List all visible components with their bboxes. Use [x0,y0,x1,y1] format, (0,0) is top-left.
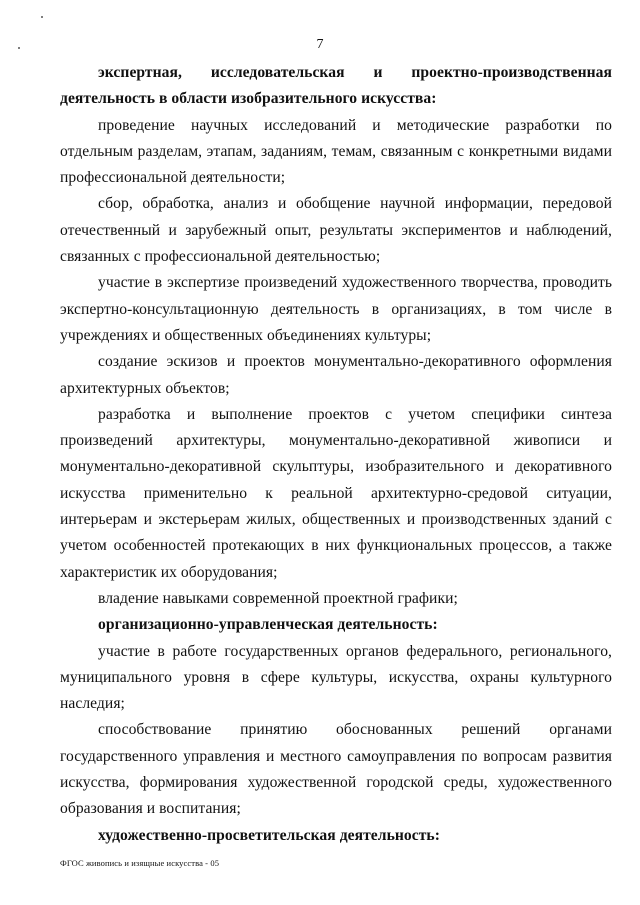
paragraph: участие в экспертизе произведений художественного творчества, проводить экспертно-консультационную деятельность в организациях, в том числе в учреждениях и общественных объединениях культуры; [60,274,612,344]
page-footer: ФГОС живопись и изящные искусства - 05 [60,858,220,868]
paragraph: разработка и выполнение проектов с учетом специфики синтеза произведений архитектуры, монументально-декоративной живописи и монументально-декоративной скульптуры, изобразительного и декоративного искусства применительно к реальной архитектурно-средовой ситуации, интерьерам и экстерьерам жилых, общественных и производственных зданий с учетом особенностей протекающих в них функциональных процессов, а также характеристик их оборудования; [60,405,612,581]
scan-speck [41,16,43,18]
paragraph: экспертная, исследовательская и проектно-производственная деятельность в области изобразительного искусства: [60,64,612,108]
paragraph: проведение научных исследований и методические разработки по отдельным разделам, этапам, заданиям, темам, связанным с конкретными видами профессиональной деятельности; [60,116,612,187]
paragraph: владение навыками современной проектной графики; [98,589,458,607]
paragraph: сбор, обработка, анализ и обобщение научной информации, передовой отечественный и зарубежный опыт, результаты экспериментов и наблюдений, связанных с профессиональной деятельностью; [60,195,612,266]
paragraph: способствование принятию обоснованных решений органами государственного управления и местного самоуправления по вопросам развития искусства, формирования художественной городской среды, художественного образования и воспитания; [60,721,612,818]
document-body [60,60,612,849]
paragraph: художественно-просветительская деятельность: [98,826,440,844]
paragraph: организационно-управленческая деятельность: [98,616,438,634]
page-number: 7 [316,37,324,52]
paragraph: создание эскизов и проектов монументально-декоративного оформления архитектурных объектов; [60,353,612,397]
paragraph: участие в работе государственных органов федерального, регионального, муниципального уровня в сфере культуры, искусства, охраны культурного наследия; [60,642,612,713]
